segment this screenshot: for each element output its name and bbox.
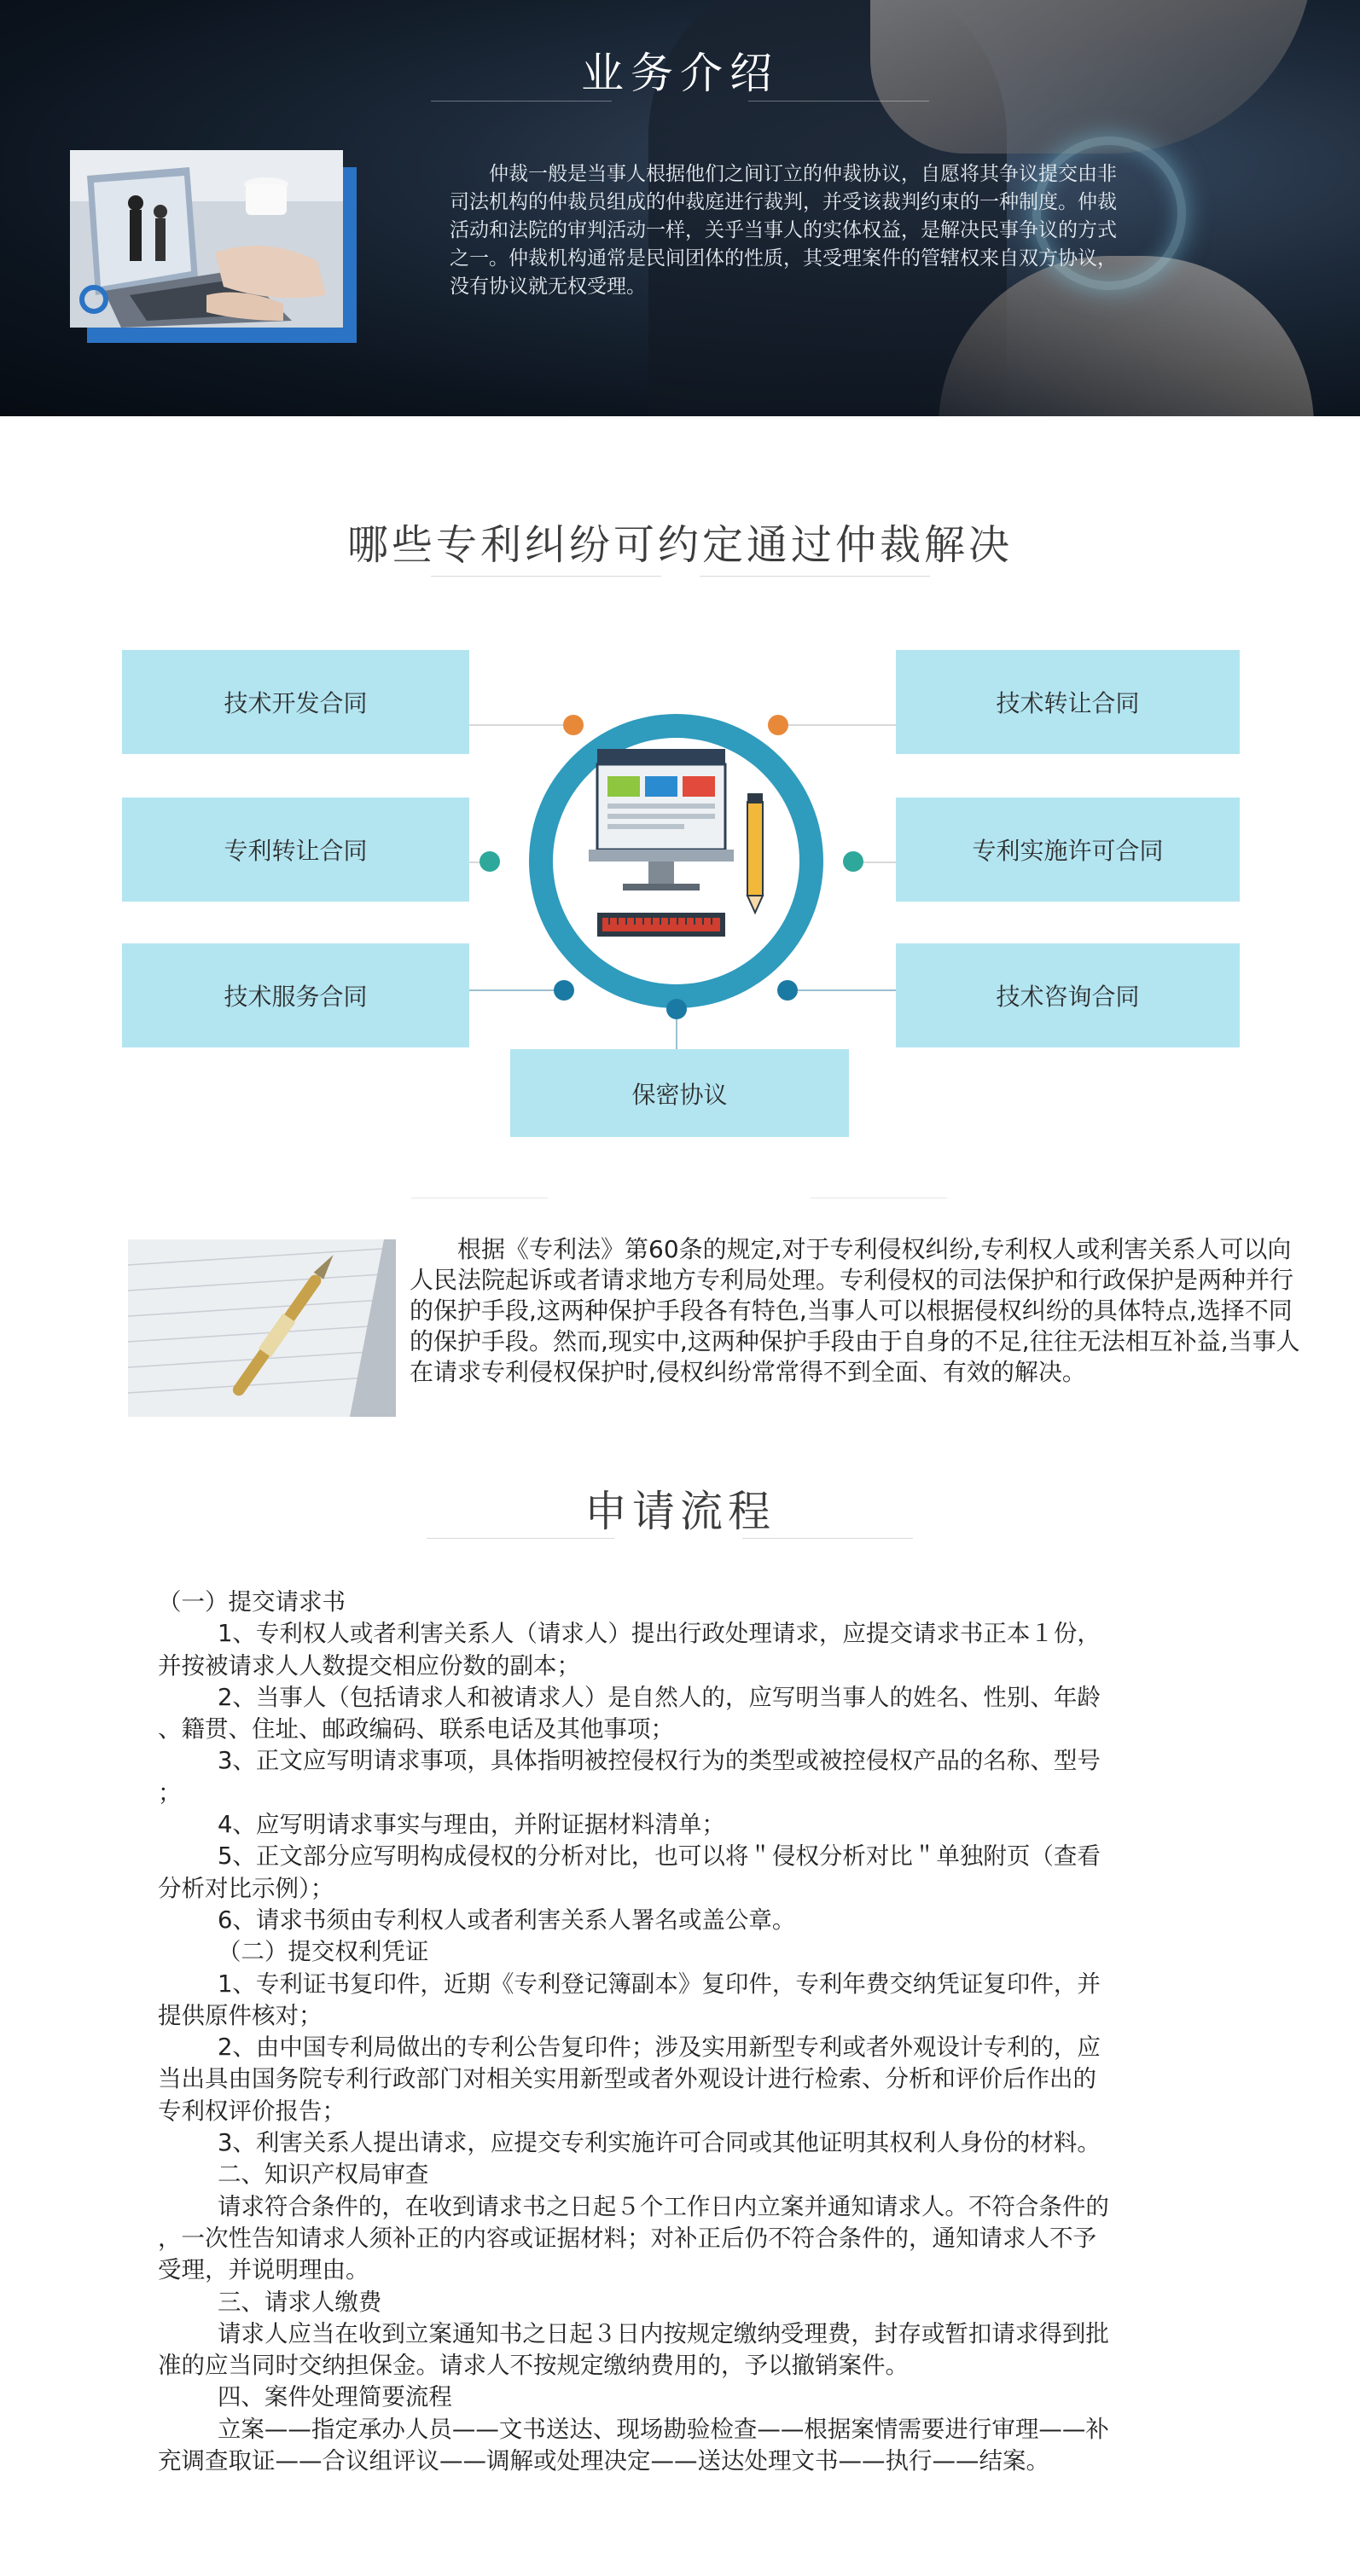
box-tech-dev	[122, 650, 469, 754]
process-line: ，一次性告知请求人须补正的内容或证据材料；对补正后仍不符合条件的，通知请求人不予	[158, 2224, 1096, 2252]
dot-tech-service	[554, 980, 574, 1001]
process-line: （一）提交请求书	[158, 1588, 346, 1616]
process-line: 2、当事人（包括请求人和被请求人）是自然人的，应写明当事人的姓名、性别、年龄	[158, 1683, 1101, 1711]
process-line: 2、由中国专利局做出的专利公告复印件；涉及实用新型专利或者外观设计专利的，应	[158, 2034, 1101, 2062]
law-paragraph: 根据《专利法》第60条的规定,对于专利侵权纠纷,专利权人或利害关系人可以向人民法院起诉或者请求地方专利局处理。专利侵权的司法保护和行政保护是两种并行的保护手段,这两种保护手段各有特色,当事人可以根据侵权纠纷的具体特点,选择不同的保护手段。然而,现实中,这两种保护手段由于自身的不足,往往无法相互补益,当事人在请求专利侵权保护时,侵权纠纷常常得不到全面、有效的解决。	[410, 1235, 1300, 1386]
connector-confidential	[676, 1019, 677, 1049]
dot-patent-transfer	[479, 851, 500, 872]
process-line: 专利权评价报告；	[158, 2097, 346, 2125]
process-line: 提供原件核对；	[158, 2001, 323, 2029]
process-line: 4、应写明请求事实与理由，并附证据材料清单；	[158, 1811, 725, 1839]
process-line: 立案——指定承办人员——文书送达、现场勘验检查——根据案情需要进行审理——补	[158, 2415, 1109, 2443]
box-patent-transfer	[122, 798, 469, 902]
process-line: 并按被请求人人数提交相应份数的副本；	[158, 1651, 580, 1680]
pen-notebook-photo	[128, 1239, 396, 1417]
process-steps	[158, 1587, 1216, 2477]
banner-hand-top	[870, 0, 1314, 154]
process-line: 3、利害关系人提出请求，应提交专利实施许可合同或其他证明其权利人身份的材料。	[158, 2129, 1101, 2157]
laptop-photo	[70, 150, 343, 328]
computer-icon	[589, 742, 785, 955]
box-tech-consult	[896, 943, 1240, 1047]
box-patent-transfer-label: 专利转让合同	[224, 837, 368, 865]
connector-patent-license	[862, 862, 896, 863]
dot-patent-license	[843, 851, 863, 872]
banner-title-line-right	[748, 101, 929, 102]
process-line: 5、正文部分应写明构成侵权的分析对比，也可以将＂侵权分析对比＂单独附页（查看	[158, 1842, 1101, 1871]
disputes-title-line-right	[700, 576, 930, 577]
process-line: 分析对比示例）；	[158, 1874, 334, 1902]
process-title-line-right	[742, 1538, 913, 1539]
process-line: 6、请求书须由专利权人或者利害关系人署名或盖公章。	[158, 1906, 796, 1934]
process-line: 当出具由国务院专利行政部门对相关实用新型或者外观设计进行检索、分析和评价后作出的	[158, 2065, 1096, 2093]
process-line: 请求符合条件的，在收到请求书之日起５个工作日内立案并通知请求人。不符合条件的	[158, 2192, 1109, 2220]
banner-title: 业务介绍	[581, 49, 779, 98]
process-line: 四、案件处理简要流程	[158, 2383, 452, 2411]
box-tech-service	[122, 943, 469, 1047]
dot-tech-transfer	[768, 715, 788, 735]
disputes-title: 哪些专利纠纷可约定通过仲裁解决	[346, 521, 1013, 569]
disputes-title-line-left	[431, 576, 661, 577]
process-line: 充调查取证——合议组评议——调解或处理决定——送达处理文书——执行——结案。	[158, 2447, 1049, 2475]
process-line: 1、专利权人或者利害关系人（请求人）提出行政处理请求，应提交请求书正本１份，	[158, 1620, 1101, 1648]
banner-paragraph: 仲裁一般是当事人根据他们之间订立的仲裁协议，自愿将其争议提交由非司法机构的仲裁员组成的仲裁庭进行裁判，并受该裁判约束的一种制度。仲裁活动和法院的审判活动一样，关乎当事人的实体权益，是解决民事争议的方式之一。仲裁机构通常是民间团体的性质，其受理案件的管辖权来自双方协议，没有协议就无权受理。	[450, 163, 1117, 298]
process-title: 申请流程	[584, 1487, 776, 1536]
box-patent-license	[896, 798, 1240, 902]
process-line: 、籍贯、住址、邮政编码、联系电话及其他事项；	[158, 1715, 674, 1743]
connector-tech-consult	[798, 989, 896, 991]
process-line: （二）提交权利凭证	[158, 1938, 429, 1966]
box-tech-transfer-label: 技术转让合同	[996, 689, 1140, 717]
process-line: 3、正文应写明请求事项，具体指明被控侵权行为的类型或被控侵权产品的名称、型号	[158, 1747, 1101, 1775]
box-confidential	[510, 1049, 849, 1137]
connector-tech-service	[469, 989, 563, 991]
box-confidential-label: 保密协议	[631, 1080, 728, 1109]
connector-tech-transfer	[788, 724, 911, 726]
box-patent-license-label: 专利实施许可合同	[972, 837, 1164, 865]
dot-tech-consult	[777, 980, 798, 1001]
box-tech-dev-label: 技术开发合同	[224, 689, 368, 717]
box-tech-consult-label: 技术咨询合同	[996, 983, 1140, 1011]
process-line: 准的应当同时交纳担保金。请求人不按规定缴纳费用的，予以撤销案件。	[158, 2352, 909, 2380]
process-line: ；	[158, 1778, 182, 1807]
dot-confidential	[666, 999, 687, 1019]
process-line: 受理，并说明理由。	[158, 2256, 369, 2284]
process-line: 1、专利证书复印件，近期《专利登记簿副本》复印件，专利年费交纳凭证复印件，并	[158, 1970, 1101, 1998]
box-tech-transfer	[896, 650, 1240, 754]
dot-tech-dev	[563, 715, 584, 735]
banner-title-line-left	[431, 101, 612, 102]
process-title-line-left	[427, 1538, 614, 1539]
process-line: 请求人应当在收到立案通知书之日起３日内按规定缴纳受理费，封存或暂扣请求得到批	[158, 2319, 1109, 2347]
box-tech-service-label: 技术服务合同	[224, 983, 368, 1011]
process-line: 三、请求人缴费	[158, 2288, 382, 2316]
process-line: 二、知识产权局审查	[158, 2161, 429, 2189]
